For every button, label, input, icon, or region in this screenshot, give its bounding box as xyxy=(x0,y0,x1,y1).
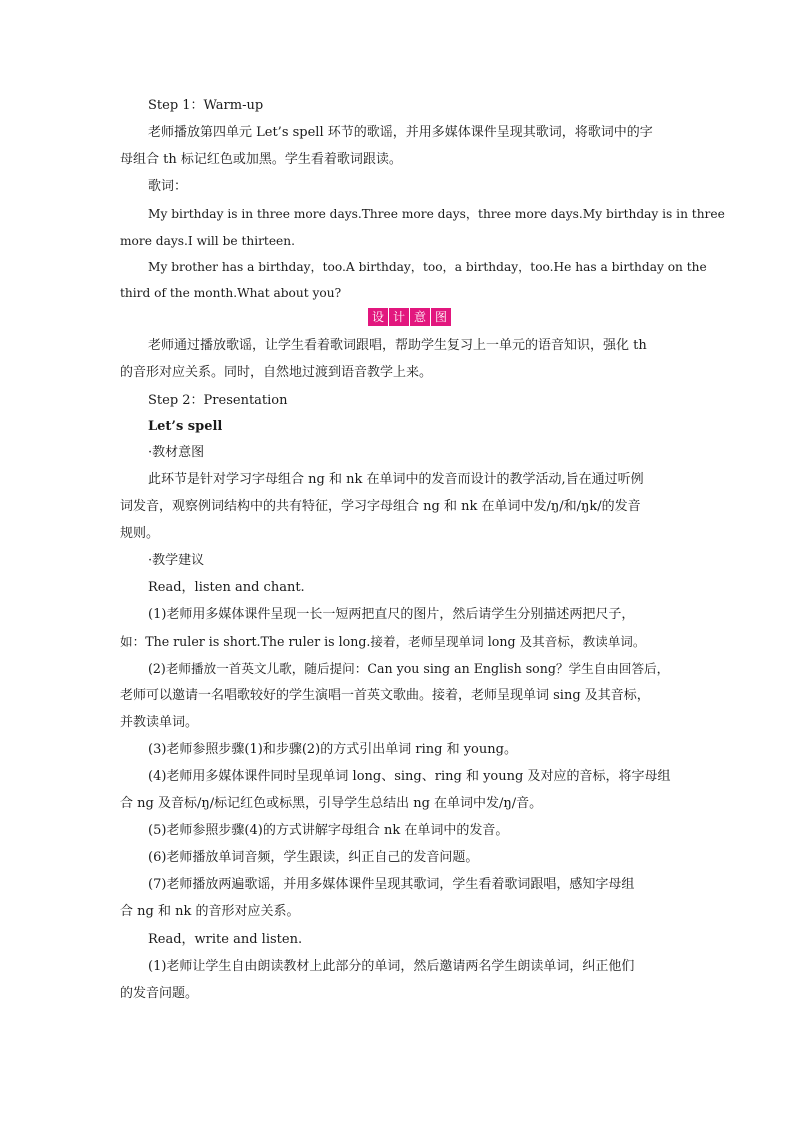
lyric2-line1: My brother has a birthday，too.A birthday，too，a birthday，too.He has a birthday on the xyxy=(148,260,707,274)
intent-paragraph-line1: 此环节是针对学习字母组合 ng 和 nk 在单词中的发音而设计的教学活动,旨在通过听例 xyxy=(148,472,644,487)
design-paragraph-line1: 老师通过播放歌谣，让学生看着歌词跟唱，帮助学生复习上一单元的语音知识，强化 th xyxy=(148,338,647,353)
step1-paragraph-line1: 老师播放第四单元 Let’s spell 环节的歌谣，并用多媒体课件呈现其歌词，将歌词中的字 xyxy=(148,125,653,140)
step2-title: Step 2：Presentation xyxy=(148,393,288,408)
step-6: (6)老师播放单词音频，学生跟读，纠正自己的发音问题。 xyxy=(148,850,479,865)
design-tag-char: 计 xyxy=(389,308,409,326)
design-tag-char: 设 xyxy=(368,308,388,326)
intent-paragraph-line2: 词发音，观察例词结构中的共有特征，学习字母组合 ng 和 nk 在单词中发/ŋ/和/ŋk/的发音 xyxy=(120,499,641,514)
step-3: (3)老师参照步骤(1)和步骤(2)的方式引出单词 ring 和 young。 xyxy=(148,742,517,757)
read-listen-chant: Read，listen and chant. xyxy=(148,580,305,595)
teaching-advice-heading: ·教学建议 xyxy=(148,553,205,568)
step-1-line1: (1)老师用多媒体课件呈现一长一短两把直尺的图片，然后请学生分别描述两把尺子， xyxy=(148,607,635,622)
rwl-step-1-line2: 的发音问题。 xyxy=(120,986,199,1001)
step-2-line3: 并教读单词。 xyxy=(120,715,199,730)
design-intent-badge xyxy=(368,308,452,326)
lyric1-line2: more days.I will be thirteen. xyxy=(120,234,295,248)
lyrics-label: 歌词： xyxy=(148,179,188,194)
textbook-intent-heading: ·教材意图 xyxy=(148,445,205,460)
step1-paragraph-line2: 母组合 th 标记红色或加黑。学生看着歌词跟读。 xyxy=(120,152,402,167)
design-tag-char: 图 xyxy=(431,308,451,326)
step-7-line2: 合 ng 和 nk 的音形对应关系。 xyxy=(120,904,300,919)
step-5: (5)老师参照步骤(4)的方式讲解字母组合 nk 在单词中的发音。 xyxy=(148,823,509,838)
step-4-line2: 合 ng 及音标/ŋ/标记红色或标黑，引导学生总结出 ng 在单词中发/ŋ/音。 xyxy=(120,796,543,811)
design-tag-char: 意 xyxy=(410,308,430,326)
step-4-line1: (4)老师用多媒体课件同时呈现单词 long、sing、ring 和 young 及对应的音标，将字母组 xyxy=(148,769,671,784)
intent-paragraph-line3: 规则。 xyxy=(120,526,160,541)
step-7-line1: (7)老师播放两遍歌谣，并用多媒体课件呈现其歌词，学生看着歌词跟唱，感知字母组 xyxy=(148,877,635,892)
rwl-step-1-line1: (1)老师让学生自由朗读教材上此部分的单词，然后邀请两名学生朗读单词，纠正他们 xyxy=(148,959,635,974)
lyric1-line1: My birthday is in three more days.Three more days，three more days.My birthday is in three xyxy=(148,207,725,221)
lyric2-line2: third of the month.What about you? xyxy=(120,286,342,300)
read-write-listen: Read，write and listen. xyxy=(148,932,303,947)
step1-title: Step 1：Warm-up xyxy=(148,98,264,113)
step-2-line1: (2)老师播放一首英文儿歌，随后提问：Can you sing an English song？学生自由回答后， xyxy=(148,661,670,676)
step-2-line2: 老师可以邀请一名唱歌较好的学生演唱一首英文歌曲。接着，老师呈现单词 sing 及其音标， xyxy=(120,688,650,703)
step-1-line2: 如：The ruler is short.The ruler is long.接着，老师呈现单词 long 及其音标，教读单词。 xyxy=(120,634,646,649)
design-paragraph-line2: 的音形对应关系。同时，自然地过渡到语音教学上来。 xyxy=(120,365,433,380)
section-heading-lets-spell: Let’s spell xyxy=(148,419,223,434)
